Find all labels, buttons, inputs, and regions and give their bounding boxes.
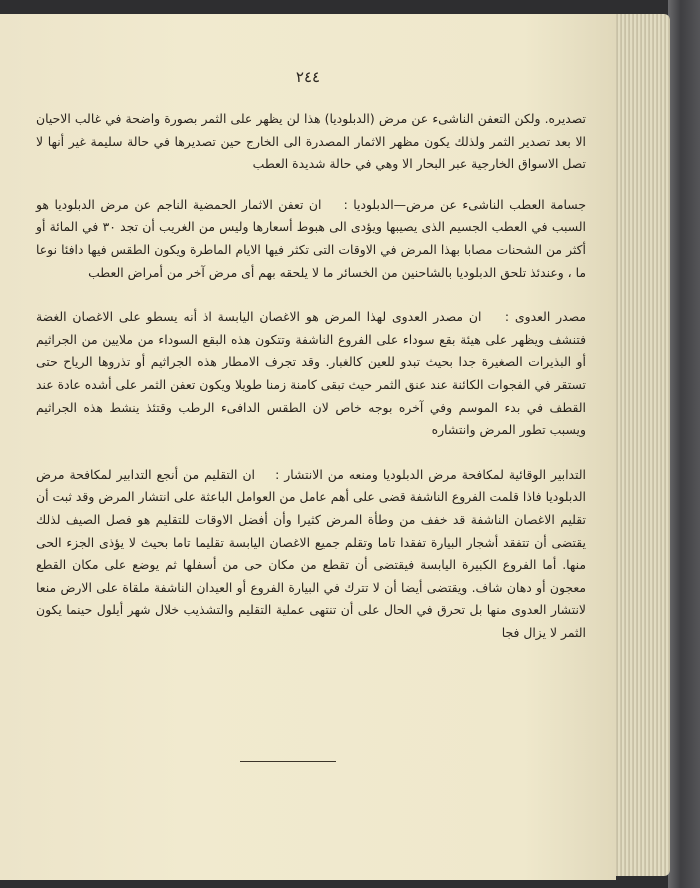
paragraph-text: ان مصدر العدوى لهذا المرض هو الاغصان اليابسة اذ أنه يسطو على الاغصان الغضة فتنشف ويظهر على هيئة بقع سوداء على الفروع الناشفة وتتكون هذه البقع السوداء من ملايين من الجراثيم أو البذيرات الصغيرة جدا بحيث تبدو للعين كالغبار. وقد تجرف الامطار هذه الجراثيم أو تذروها الرياح حتى تستقر في الفجوات الكائنة عند عنق الثمر حيث تبقى كامنة زمنا طويلا ويكون تعفن الثمر على أشده عادة عند القطف في بدء الموسم وفي آخره بوجه خاص لان الطقس الدافىء الرطب وقتئذ ينشط هذه الجراثيم ويسبب تطور المرض وانتشاره bbox=[36, 309, 586, 438]
paragraph-heading: التدابير الوقائية لمكافحة مرض الدبلوديا ومنعه من الانتشار : bbox=[275, 466, 586, 482]
book-cover-edge bbox=[668, 0, 700, 888]
paragraph-prevention bbox=[36, 464, 586, 645]
paragraph-heading: جسامة العطب الناشىء عن مرض—الدبلوديا : bbox=[343, 196, 586, 212]
paragraph-intro bbox=[36, 108, 586, 176]
page-number: ٢٤٤ bbox=[295, 68, 321, 86]
paragraph-damage bbox=[36, 194, 586, 284]
paragraph-text: ان التقليم من أنجع التدابير لمكافحة مرض الدبلوديا فاذا قلمت الفروع الناشفة قضى على أهم عامل من العوامل الباعثة على انتشار المرض وقد ثبت أن تقليم الاغصان الناشفة قد خفف من وطأة المرض كثيرا وأن أفضل الاوقات للتقليم هو فصل الصيف لذلك يقتضى أن تتفقد أشجار البيارة تفقدا تاما وتقلم جميع الاغصان اليابسة تقليما تاما بحيث لا يؤذى الجزء الحى منها. أما الفروع الكبيرة اليابسة فيقتضى أن تقطع من مكان حى من أسفلها ثم يوضع على مكان القطع معجون أو دهان شاف. ويقتضى أيضا أن لا تترك في البيارة الفروع أو العيدان الناشفة ملقاة على الارض منعا لانتشار العدوى منها بل تحرق في الحال على أن تنتهى عملية التقليم والتشذيب خلال شهر أيلول حينما يكون الثمر لا يزال فجا bbox=[36, 466, 586, 640]
body-text bbox=[36, 108, 586, 666]
book-page bbox=[0, 14, 616, 880]
page-edges bbox=[610, 14, 670, 876]
paragraph-text: ان تعفن الاثمار الحمضية الناجم عن مرض الدبلوديا هو السبب في العطب الجسيم الذى يصيبها ويؤدى الى هبوط أسعارها وليس من الغريب أن تجد ٣٠ في المائة أو أكثر من الشحنات مصابا بهذا المرض في الاوقات التى تكثر فيها الايام الماطرة ويكون الطقس فيها دافئا نوعا ما ، وعندئذ تلحق الدبلوديا بالشاحنين من الخسائر ما لا يلحقه بهم أى مرض آخر من أمراض العطب bbox=[36, 196, 586, 280]
section-divider bbox=[240, 761, 336, 762]
paragraph-text: تصديره. ولكن التعفن الناشىء عن مرض (الدبلوديا) هذا لن يظهر على الثمر بصورة واضحة في غالب الاحيان الا بعد تصدير الثمر ولذلك يكون مظهر الاثمار المصدرة الى الخارج حين تصديرها في حالة سليمة غير أنها لا تصل الاسواق الخارجية عبر البحار الا وهي في حالة شديدة العطب bbox=[36, 111, 586, 172]
paragraph-infection-source bbox=[36, 306, 586, 442]
paragraph-heading: مصدر العدوى : bbox=[504, 309, 586, 325]
